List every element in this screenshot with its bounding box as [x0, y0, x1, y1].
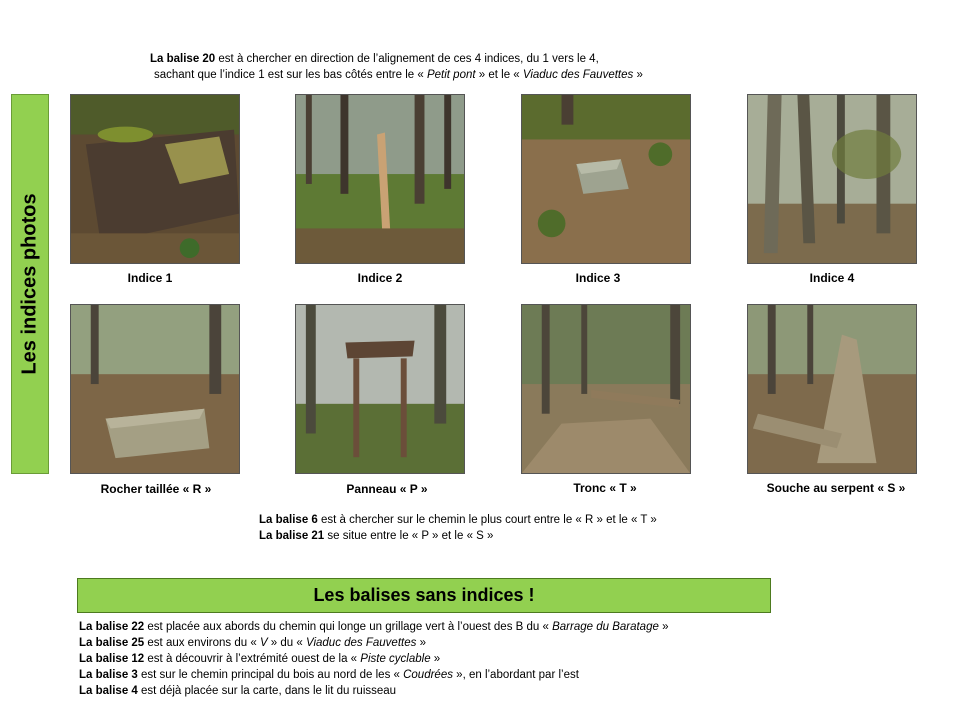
side-title: Les indices photos — [18, 193, 41, 375]
mid-line-2: La balise 21 se situe entre le « P » et le « S » — [259, 530, 494, 542]
caption-indice-3: Indice 3 — [575, 271, 621, 285]
note-balise-25: La balise 25 est aux environs du « V » du « Viaduc des Fauvettes » — [79, 637, 426, 649]
caption-rocher-r: Rocher taillée « R » — [100, 482, 212, 496]
caption-indice-1: Indice 1 — [127, 271, 173, 285]
mid-text — [259, 512, 657, 544]
photo-rocher-r — [70, 304, 240, 474]
photo-tronc-t — [521, 304, 691, 474]
note-balise-3: La balise 3 est sur le chemin principal du bois au nord de les « Coudrées », en l’abordant par l’est — [79, 669, 579, 681]
note-balise-12: La balise 12 est à découvrir à l’extrémité ouest de la « Piste cyclable » — [79, 653, 441, 665]
caption-souche-s: Souche au serpent « S » — [766, 481, 906, 495]
note-balise-4: La balise 4 est déjà placée sur la carte, dans le lit du ruisseau — [79, 685, 397, 697]
section-banner: Les balises sans indices ! — [77, 578, 771, 613]
photo-panneau-p — [295, 304, 465, 474]
photo-indice-2 — [295, 94, 465, 264]
photo-souche-s — [747, 304, 917, 474]
photo-indice-3 — [521, 94, 691, 264]
caption-panneau-p: Panneau « P » — [346, 482, 428, 496]
intro-line-1: La balise 20 est à chercher en direction de l’alignement de ces 4 indices, du 1 vers le 4, — [150, 53, 599, 65]
intro-line-2: sachant que l’indice 1 est sur les bas côtés entre le « Petit pont » et le « Viaduc des Fauvettes » — [154, 69, 643, 81]
side-title-box — [11, 94, 49, 474]
notes-list — [79, 619, 668, 699]
note-balise-22: La balise 22 est placée aux abords du chemin qui longe un grillage vert à l’ouest des B du « Barrage du Baratage » — [79, 621, 669, 633]
intro-text — [150, 51, 810, 83]
caption-tronc-t: Tronc « T » — [573, 481, 637, 495]
photo-indice-4 — [747, 94, 917, 264]
photo-indice-1 — [70, 94, 240, 264]
mid-line-1: La balise 6 est à chercher sur le chemin le plus court entre le « R » et le « T » — [259, 514, 657, 526]
caption-indice-2: Indice 2 — [357, 271, 403, 285]
caption-indice-4: Indice 4 — [809, 271, 855, 285]
